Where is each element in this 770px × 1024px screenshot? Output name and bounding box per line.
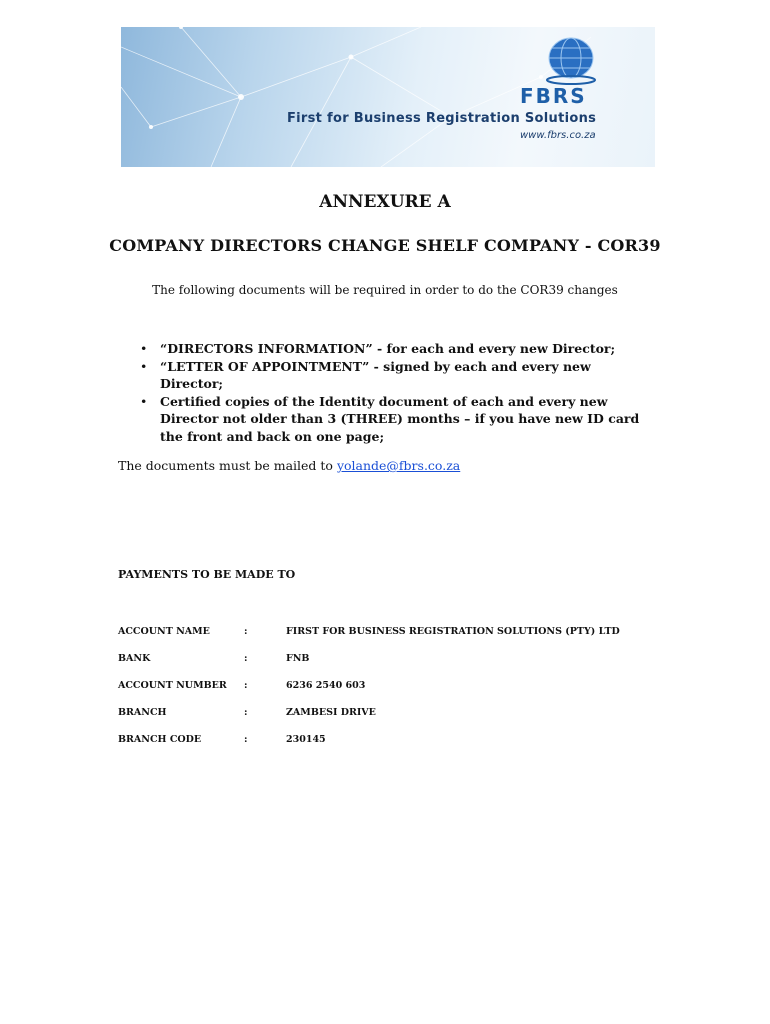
separator: : — [244, 653, 248, 664]
separator: : — [244, 734, 248, 745]
mail-instruction — [118, 458, 460, 473]
payment-label: BANK — [118, 653, 151, 664]
payment-label: BRANCH — [118, 707, 167, 718]
bullet-icon: • — [140, 341, 148, 356]
mail-text: The documents must be mailed to — [118, 458, 337, 473]
separator: : — [244, 626, 248, 637]
required-documents-list — [140, 340, 650, 445]
payment-value: 6236 2540 603 — [286, 680, 366, 691]
email-link[interactable]: yolande@fbrs.co.za — [336, 458, 461, 473]
separator: : — [244, 680, 248, 691]
payment-value: 230145 — [286, 734, 326, 745]
separator: : — [244, 707, 248, 718]
bullet-icon: • — [140, 393, 148, 409]
payment-label: ACCOUNT NUMBER — [118, 680, 227, 691]
payment-row-branch — [118, 707, 678, 721]
globe-logo-icon — [536, 36, 606, 86]
list-item — [140, 340, 650, 358]
payment-label: ACCOUNT NAME — [118, 626, 210, 637]
list-item — [140, 358, 650, 393]
list-item — [140, 393, 650, 446]
payment-row-branch-code — [118, 734, 678, 748]
list-item-text: “LETTER OF APPOINTMENT” - signed by each and every new Director; — [160, 358, 591, 391]
bullet-icon: • — [140, 358, 148, 374]
payment-row-bank — [118, 653, 678, 667]
payments-heading: PAYMENTS TO BE MADE TO — [118, 568, 296, 581]
document-title: COMPANY DIRECTORS CHANGE SHELF COMPANY - COR39 — [109, 236, 661, 255]
list-item-text: Certified copies of the Identity document of each and every new Director not older than 3 (THREE) months – if you have new ID card the front and back on one page; — [160, 393, 640, 444]
company-logo-text: FBRS — [520, 84, 587, 108]
annexure-heading: ANNEXURE A — [319, 192, 451, 212]
list-item-text: “DIRECTORS INFORMATION” - for each and every new Director; — [160, 341, 616, 356]
payment-label: BRANCH CODE — [118, 734, 202, 745]
intro-text: The following documents will be required in order to do the COR39 changes — [152, 283, 618, 297]
company-tagline: First for Business Registration Solutions — [287, 111, 597, 126]
payment-value: FNB — [286, 653, 310, 664]
payment-value: FIRST FOR BUSINESS REGISTRATION SOLUTIONS (PTY) LTD — [286, 626, 620, 637]
company-website: www.fbrs.co.za — [520, 130, 596, 141]
payment-row-account-number — [118, 680, 678, 694]
payment-row-account-name — [118, 626, 678, 640]
payment-value: ZAMBESI DRIVE — [286, 707, 376, 718]
